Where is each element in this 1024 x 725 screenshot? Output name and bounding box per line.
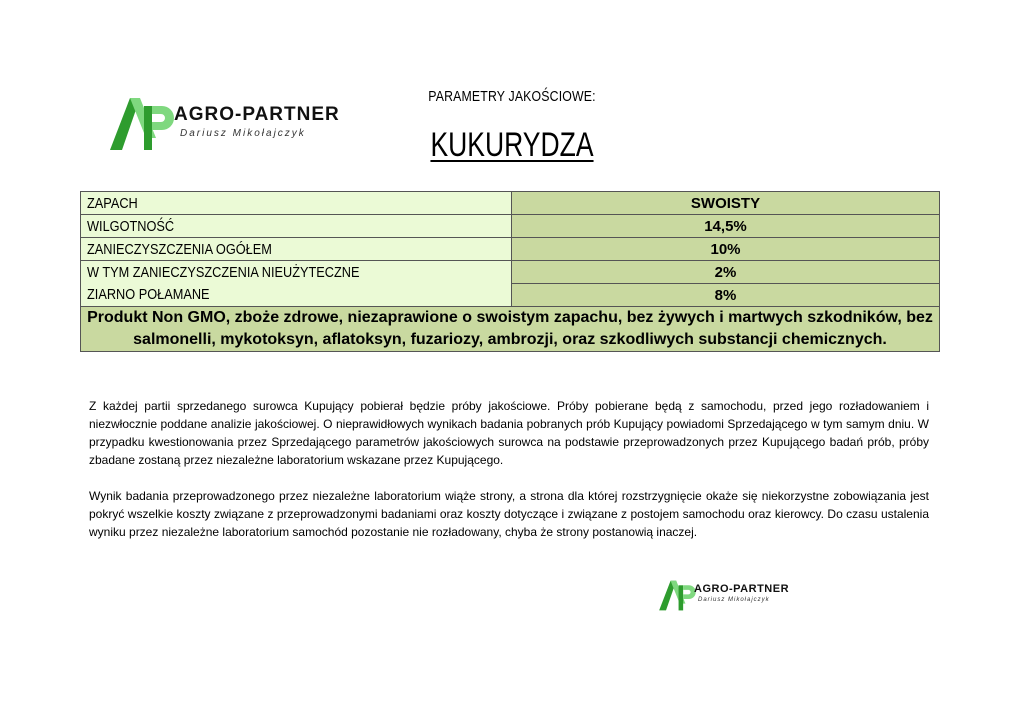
document-title-text: KUKURYDZA	[430, 126, 594, 164]
table-row	[81, 238, 940, 261]
table-row	[81, 261, 940, 284]
param-value: 2%	[512, 261, 940, 284]
table-row	[81, 284, 940, 307]
table-row	[81, 192, 940, 215]
param-label: WILGOTNOŚĆ	[81, 215, 512, 238]
param-value: SWOISTY	[512, 192, 940, 215]
logo-owner-text: Dariusz Mikołajczyk	[180, 128, 306, 139]
param-label: ZANIECZYSZCZENIA OGÓŁEM	[81, 238, 512, 261]
param-value: 14,5%	[512, 215, 940, 238]
logo-brand-text: AGRO-PARTNER	[174, 104, 340, 125]
product-note: Produkt Non GMO, zboże zdrowe, niezaprawione o swoistym zapachu, bez żywych i martwych szkodników, bez salmonelli, mykotoksyn, aflatoksyn, fuzariozy, ambrozji, oraz szkodliwych substancji chemicznych.	[81, 307, 940, 352]
param-value: 8%	[512, 284, 940, 307]
logo-brand-text: AGRO-PARTNER	[694, 583, 790, 595]
quality-parameters-table	[80, 191, 940, 352]
laboratory-paragraph: Wynik badania przeprowadzonego przez niezależne laboratorium wiąże strony, a strona dla której rozstrzygnięcie okaże się niekorzystne zobowiązania jest pokryć wszelkie koszty związane z przeprowadzonymi badaniami oraz koszty dotyczące i związane z postojem samochodu oraz kierowcy. Do czasu ustalenia wyniku przez niezależne laboratorium samochód pozostanie nie rozładowany, chyba że strony postanowią inaczej.	[89, 489, 929, 539]
param-value: 10%	[512, 238, 940, 261]
ap-monogram-icon	[658, 578, 698, 612]
document-subtitle: PARAMETRY JAKOŚCIOWE:	[428, 88, 596, 105]
param-label: W TYM ZANIECZYSZCZENIA NIEUŻYTECZNE	[81, 261, 512, 284]
table-row	[81, 307, 940, 352]
document-title	[113, 126, 912, 165]
param-label: ZIARNO POŁAMANE	[81, 284, 512, 307]
company-logo-small	[658, 578, 808, 612]
logo-owner-text: Dariusz Mikołajczyk	[698, 597, 770, 603]
sampling-paragraph: Z każdej partii sprzedanego surowca Kupujący pobierał będzie próby jakościowe. Próby pobierane będą z samochodu, przed jego rozładowaniem i niezwłocznie poddane analizie jakościowej. O nieprawidłowych wynikach badania pobranych prób Kupujący powiadomi Sprzedającego w tym samym dniu. W przypadku kwestionowania przez Sprzedającego parametrów jakościowych surowca na podstawie przeprowadzonych przez Kupującego badań prób, próby zbadane zostaną przez niezależne laboratorium wskazane przez Kupującego.	[89, 399, 929, 467]
table-row	[81, 215, 940, 238]
param-label: ZAPACH	[81, 192, 512, 215]
